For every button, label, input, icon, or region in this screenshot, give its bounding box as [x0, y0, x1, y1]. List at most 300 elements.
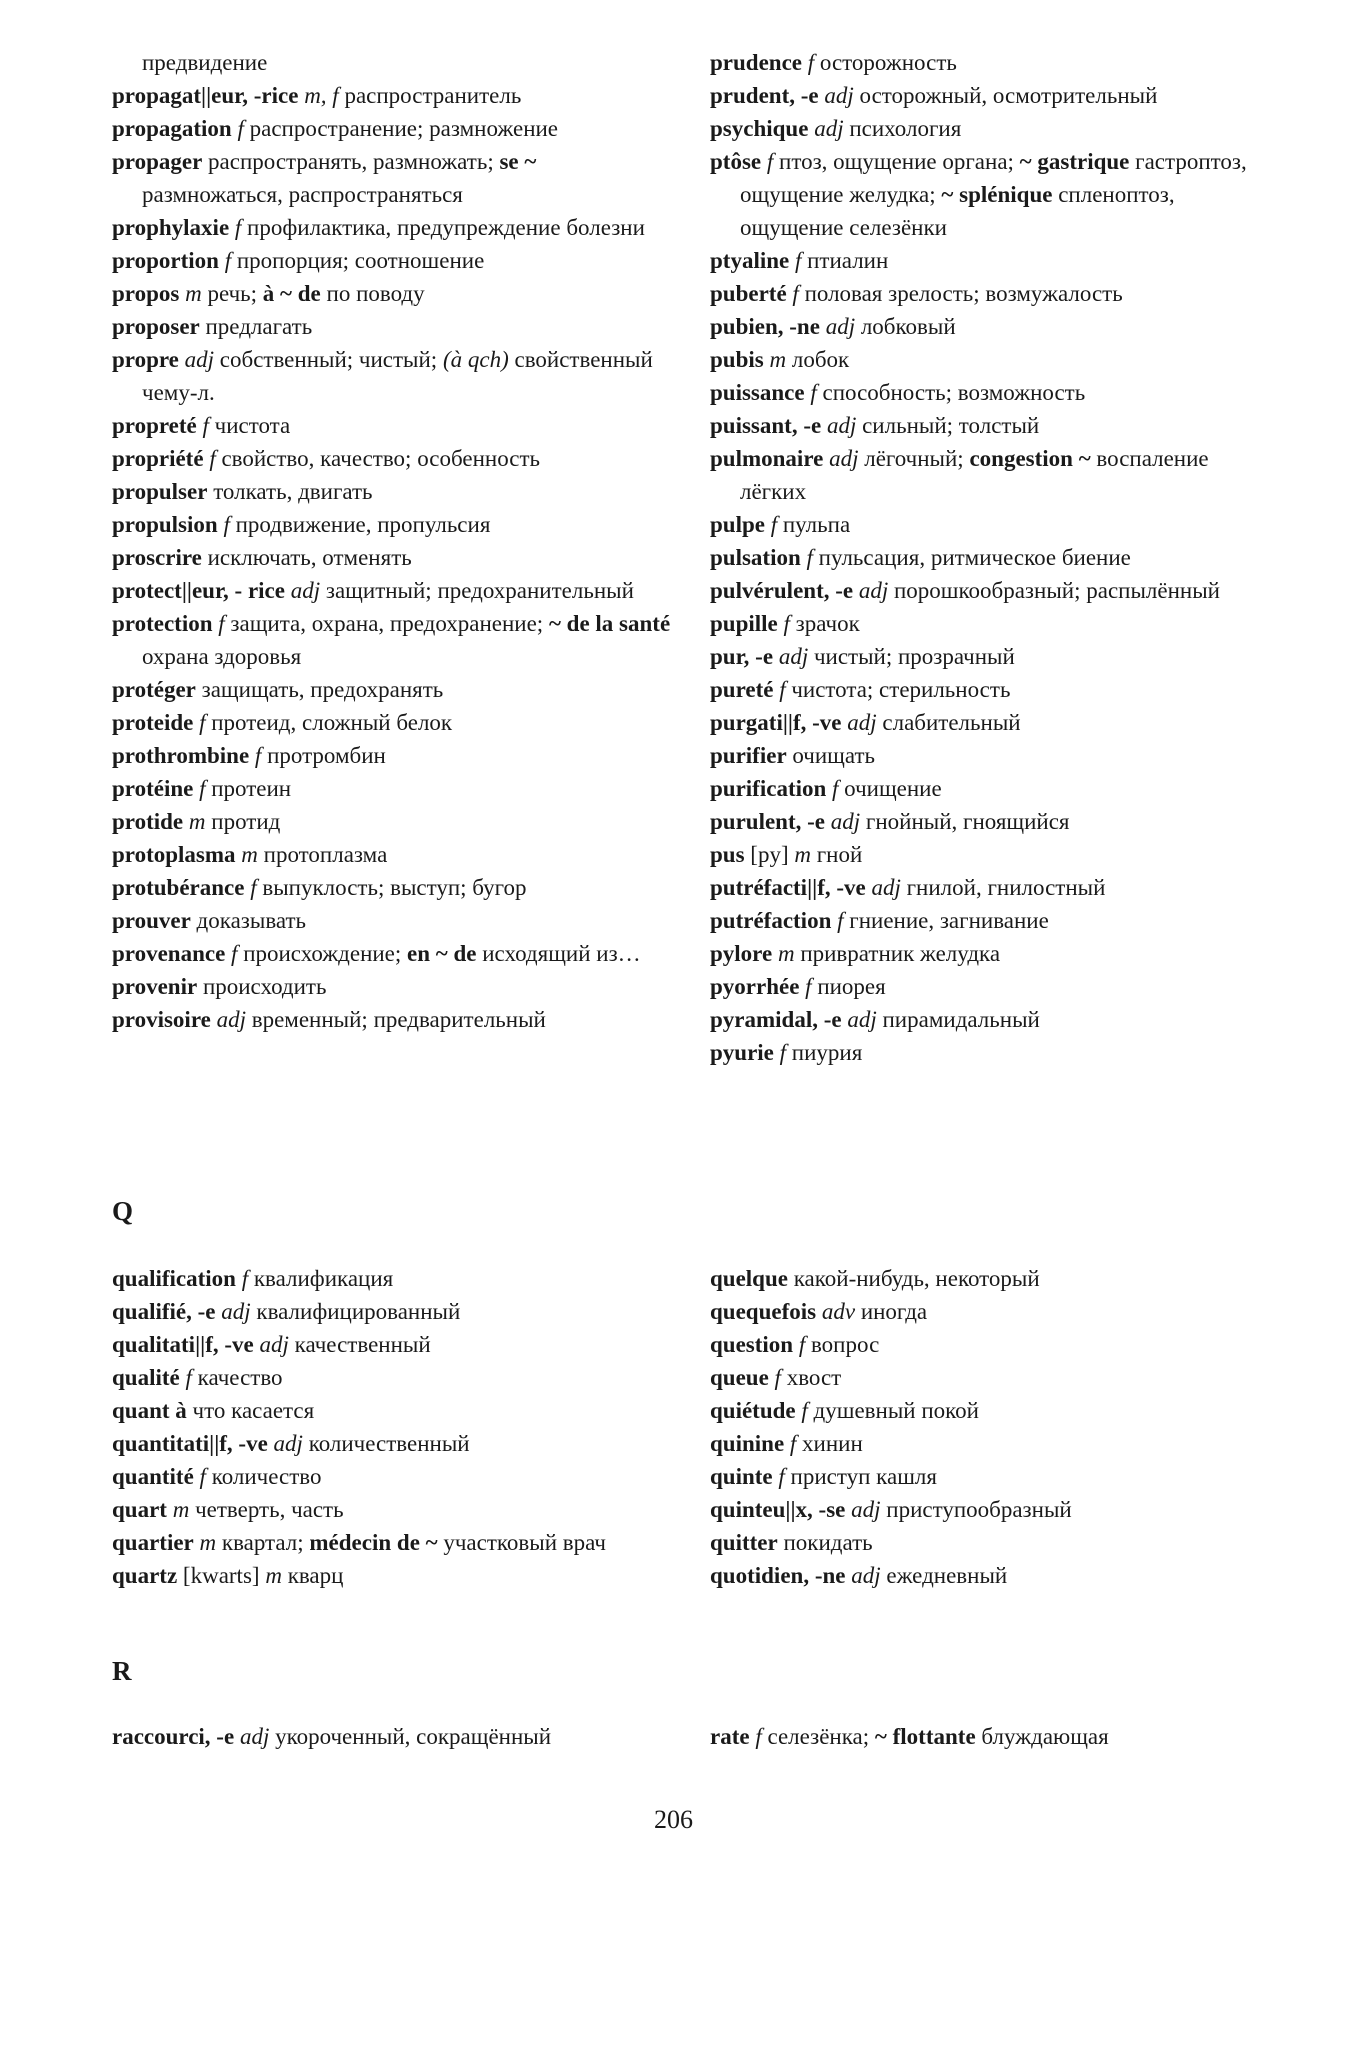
translation: зрачок — [789, 611, 860, 636]
headword: protide — [112, 809, 184, 834]
dictionary-entry — [710, 1720, 1270, 1753]
dictionary-entry — [112, 1427, 672, 1460]
grammar-label: f — [234, 215, 242, 240]
translation: какой-нибудь, некоторый — [787, 1266, 1040, 1291]
dictionary-entry — [710, 673, 1270, 706]
headword: quinine — [710, 1431, 785, 1456]
grammar-label: f — [755, 1724, 762, 1749]
headword: pyramidal, -e — [710, 1007, 842, 1032]
headword: qualifié, -e — [112, 1299, 216, 1324]
translation: спленоптоз, ощущение селезёнки — [740, 182, 1175, 240]
translation: пиурия — [786, 1040, 863, 1065]
grammar-label: f — [807, 50, 815, 75]
dictionary-entry — [112, 1559, 672, 1592]
translation: птоз, ощущение органа; — [773, 149, 1020, 174]
translation: протромбин — [261, 743, 386, 768]
translation: приступообразный — [880, 1497, 1072, 1522]
translation: чистота; стерильность — [785, 677, 1011, 702]
grammar-label: f — [789, 1431, 797, 1456]
translation: распространять, размножать; — [202, 149, 500, 174]
headword: raccourci, -e — [112, 1724, 235, 1749]
translation: протеин — [205, 776, 292, 801]
dictionary-entry — [112, 1361, 672, 1394]
translation: вопрос — [805, 1332, 880, 1357]
headword: ptôse — [710, 149, 762, 174]
headword: à ~ de — [262, 281, 321, 306]
headword: pyorrhée — [710, 974, 800, 999]
translation: по поводу — [320, 281, 425, 306]
dictionary-entry — [112, 739, 672, 772]
headword: provenance — [112, 941, 226, 966]
dictionary-entry — [112, 1460, 672, 1493]
translation: чистый; прозрачный — [808, 644, 1015, 669]
dictionary-entry — [710, 277, 1270, 310]
grammar-label: adj — [847, 1007, 877, 1032]
translation: приступ кашля — [784, 1464, 937, 1489]
dictionary-entry — [112, 1262, 672, 1295]
headword: putréfacti||f, -ve — [710, 875, 866, 900]
headword: quartier — [112, 1530, 194, 1555]
grammar-label: m, f — [304, 83, 339, 108]
dictionary-entry — [112, 838, 672, 871]
column-r-left — [112, 1720, 672, 1753]
headword: protéger — [112, 677, 196, 702]
column-top-left — [112, 46, 672, 1036]
headword: protect||eur, - rice — [112, 578, 285, 603]
headword: question — [710, 1332, 794, 1357]
headword: ~ de la santé — [548, 611, 671, 636]
dictionary-entry — [112, 1493, 672, 1526]
translation: исключать, отменять — [201, 545, 412, 570]
headword: protubérance — [112, 875, 245, 900]
translation: лобковый — [855, 314, 956, 339]
headword: provenir — [112, 974, 198, 999]
grammar-label: adj — [273, 1431, 303, 1456]
headword: propagation — [112, 116, 232, 141]
headword: protection — [112, 611, 213, 636]
translation: осторожность — [814, 50, 957, 75]
translation: протеид, сложный белок — [205, 710, 453, 735]
translation: квалификация — [248, 1266, 394, 1291]
headword: pur, -e — [710, 644, 774, 669]
translation: ежедневный — [880, 1563, 1008, 1588]
dictionary-entry — [710, 1036, 1270, 1069]
grammar-label: adj — [216, 1007, 246, 1032]
headword: purgati||f, -ve — [710, 710, 842, 735]
headword: quart — [112, 1497, 167, 1522]
headword: purifier — [710, 743, 787, 768]
translation: сильный; толстый — [856, 413, 1040, 438]
headword: psychique — [710, 116, 809, 141]
headword: proteide — [112, 710, 194, 735]
translation: участковый врач — [437, 1530, 606, 1555]
headword: pyurie — [710, 1040, 774, 1065]
translation: иногда — [855, 1299, 928, 1324]
grammar-label: f — [766, 149, 774, 174]
headword: propreté — [112, 413, 197, 438]
dictionary-entry — [112, 112, 672, 145]
grammar-label: f — [837, 908, 844, 933]
translation: гастроптоз, ощущение желудка; — [740, 149, 1247, 207]
grammar-label: f — [250, 875, 257, 900]
dictionary-entry — [710, 1003, 1270, 1036]
grammar-label: f — [792, 281, 799, 306]
headword: pulmonaire — [710, 446, 824, 471]
section-letter-r: R — [112, 1656, 132, 1686]
translation: предвидение — [142, 50, 268, 75]
grammar-label: f — [218, 611, 225, 636]
grammar-label: adj — [847, 710, 877, 735]
grammar-label: adj — [829, 446, 859, 471]
dictionary-entry — [112, 1720, 672, 1753]
dictionary-entry — [112, 442, 672, 475]
translation: распространитель — [338, 83, 522, 108]
headword: pylore — [710, 941, 773, 966]
dictionary-entry — [710, 1295, 1270, 1328]
dictionary-entry — [112, 937, 672, 970]
grammar-label: adj — [826, 413, 857, 438]
page-number: 206 — [654, 1805, 693, 1834]
headword: pubien, -ne — [710, 314, 820, 339]
headword: putréfaction — [710, 908, 832, 933]
headword: quantitati||f, -ve — [112, 1431, 268, 1456]
grammar-label: adj — [814, 116, 844, 141]
dictionary-entry — [112, 475, 672, 508]
grammar-label: m — [769, 347, 787, 372]
translation: протид — [205, 809, 281, 834]
dictionary-entry — [112, 1003, 672, 1036]
dictionary-entry — [112, 607, 672, 673]
headword: ~ gastrique — [1019, 149, 1130, 174]
translation: осторожный, осмотрительный — [853, 83, 1158, 108]
headword: pupille — [710, 611, 778, 636]
grammar-label: f — [231, 941, 238, 966]
dictionary-entry — [710, 1427, 1270, 1460]
dictionary-entry — [112, 1394, 672, 1427]
dictionary-entry — [112, 211, 672, 244]
grammar-label: adj — [184, 347, 215, 372]
grammar-label: f — [779, 677, 786, 702]
translation: [kwarts] — [177, 1563, 266, 1588]
translation: [py] — [744, 842, 795, 867]
headword: prophylaxie — [112, 215, 230, 240]
headword: ptyaline — [710, 248, 790, 273]
grammar-label: f — [199, 1464, 206, 1489]
grammar-label: adj — [858, 578, 889, 603]
dictionary-entry — [112, 1526, 672, 1559]
headword: qualification — [112, 1266, 236, 1291]
grammar-label: f — [778, 1464, 785, 1489]
headword: pus — [710, 842, 745, 867]
translation: половая зрелость; возмужалость — [798, 281, 1123, 306]
grammar-label: f — [202, 413, 209, 438]
grammar-label: f — [209, 446, 216, 471]
dictionary-entry — [710, 574, 1270, 607]
headword: purulent, -e — [710, 809, 825, 834]
translation: очищение — [838, 776, 942, 801]
headword: quiétude — [710, 1398, 796, 1423]
dictionary-entry — [710, 409, 1270, 442]
dictionary-entry — [112, 1328, 672, 1361]
headword: provisoire — [112, 1007, 211, 1032]
translation: протоплазма — [257, 842, 388, 867]
dictionary-entry — [710, 508, 1270, 541]
dictionary-entry — [112, 904, 672, 937]
grammar-label: m — [777, 941, 795, 966]
translation: кварц — [281, 1563, 344, 1588]
column-q-right — [710, 1262, 1270, 1592]
headword: ~ splénique — [941, 182, 1053, 207]
grammar-label: adj — [871, 875, 901, 900]
translation: чистота — [208, 413, 291, 438]
headword: propager — [112, 149, 203, 174]
headword: quantité — [112, 1464, 194, 1489]
grammar-label: f — [783, 611, 790, 636]
translation: гной — [811, 842, 863, 867]
translation: свойство, качество; особенность — [215, 446, 541, 471]
translation: качество — [191, 1365, 283, 1390]
translation: продвижение, пропульсия — [229, 512, 491, 537]
dictionary-entry — [112, 277, 672, 310]
grammar-label: f — [801, 1398, 808, 1423]
headword: propagat||eur, -rice — [112, 83, 299, 108]
headword: quant à — [112, 1398, 187, 1423]
translation: очищать — [786, 743, 876, 768]
translation: профилактика, предупреждение болезни — [241, 215, 645, 240]
grammar-label: f — [774, 1365, 781, 1390]
translation: квалифицированный — [250, 1299, 461, 1324]
dictionary-entry — [710, 376, 1270, 409]
translation: пирамидальный — [876, 1007, 1040, 1032]
grammar-label: adj — [259, 1332, 289, 1357]
translation: свойственный чему-л. — [142, 347, 653, 405]
dictionary-entry — [112, 541, 672, 574]
dictionary-entry — [710, 1361, 1270, 1394]
dictionary-entry — [710, 1394, 1270, 1427]
translation: охрана здоровья — [142, 644, 302, 669]
dictionary-entry — [112, 79, 672, 112]
dictionary-entry — [710, 310, 1270, 343]
grammar-label: f — [224, 248, 232, 273]
headword: pulvérulent, -e — [710, 578, 854, 603]
dictionary-entry — [112, 46, 672, 79]
translation: гниение, загнивание — [843, 908, 1049, 933]
translation: привратник желудка — [794, 941, 1001, 966]
translation: защищать, предохранять — [195, 677, 444, 702]
grammar-label: adj — [825, 314, 856, 339]
translation: хвост — [780, 1365, 842, 1390]
dictionary-entry — [112, 706, 672, 739]
dictionary-entry — [112, 574, 672, 607]
grammar-label: m — [241, 842, 258, 867]
dictionary-entry — [710, 145, 1270, 244]
headword: quinte — [710, 1464, 773, 1489]
translation: временный; предварительный — [245, 1007, 546, 1032]
dictionary-entry — [710, 739, 1270, 772]
headword: prothrombine — [112, 743, 250, 768]
headword: proportion — [112, 248, 219, 273]
headword: quartz — [112, 1563, 178, 1588]
grammar-label: f — [832, 776, 839, 801]
translation: доказывать — [190, 908, 307, 933]
dictionary-entry — [710, 1493, 1270, 1526]
dictionary-entry — [710, 937, 1270, 970]
dictionary-entry — [112, 244, 672, 277]
dictionary-entry — [710, 1559, 1270, 1592]
dictionary-entry — [710, 442, 1270, 508]
dictionary-entry — [710, 706, 1270, 739]
dictionary-entry — [710, 838, 1270, 871]
grammar-label: adj — [830, 809, 861, 834]
translation: психология — [843, 116, 962, 141]
translation: происхождение; — [237, 941, 408, 966]
translation: квартал; — [216, 1530, 310, 1555]
grammar-label: f — [199, 710, 206, 735]
translation: речь; — [201, 281, 263, 306]
dictionary-entry — [112, 871, 672, 904]
headword: proscrire — [112, 545, 202, 570]
headword: quinteu||x, -se — [710, 1497, 846, 1522]
grammar-label: adj — [290, 578, 321, 603]
headword: protoplasma — [112, 842, 236, 867]
headword: médecin de ~ — [309, 1530, 438, 1555]
translation: размножаться, распространяться — [142, 182, 463, 207]
translation: защита, охрана, предохранение; — [224, 611, 549, 636]
translation: происходить — [197, 974, 327, 999]
translation: хинин — [796, 1431, 863, 1456]
headword: congestion ~ — [969, 446, 1091, 471]
headword: propulsion — [112, 512, 218, 537]
dictionary-entry — [710, 343, 1270, 376]
headword: puberté — [710, 281, 787, 306]
grammar-label: adj — [239, 1724, 270, 1749]
headword: prudent, -e — [710, 83, 819, 108]
grammar-label: adv — [821, 1299, 856, 1324]
grammar-label: adj — [851, 1497, 881, 1522]
grammar-label: f — [241, 1266, 249, 1291]
grammar-label: m — [265, 1563, 282, 1588]
translation: воспаление лёгких — [740, 446, 1209, 504]
translation: гнилой, гнилостный — [900, 875, 1106, 900]
translation: количественный — [302, 1431, 470, 1456]
translation: защитный; предохранительный — [320, 578, 634, 603]
translation: лёгочный; — [858, 446, 970, 471]
dictionary-entry — [710, 607, 1270, 640]
dictionary-entry — [710, 46, 1270, 79]
headword: qualitati||f, -ve — [112, 1332, 254, 1357]
translation: количество — [205, 1464, 322, 1489]
headword: propos — [112, 281, 180, 306]
translation: способность; возможность — [816, 380, 1086, 405]
grammar-label: f — [199, 776, 206, 801]
translation: исходящий из… — [476, 941, 641, 966]
dictionary-entry — [710, 79, 1270, 112]
translation: душевный покой — [807, 1398, 979, 1423]
headword: proposer — [112, 314, 200, 339]
grammar-label: adj — [824, 83, 854, 108]
dictionary-entry — [710, 541, 1270, 574]
translation: выпуклость; выступ; бугор — [256, 875, 527, 900]
headword: rate — [710, 1724, 750, 1749]
headword: propriété — [112, 446, 204, 471]
grammar-label: adj — [778, 644, 809, 669]
grammar-label: m — [199, 1530, 217, 1555]
grammar-label: m — [188, 809, 206, 834]
dictionary-entry — [710, 640, 1270, 673]
dictionary-entry — [710, 805, 1270, 838]
dictionary-entry — [710, 244, 1270, 277]
section-letter-q: Q — [112, 1196, 134, 1226]
headword: prudence — [710, 50, 802, 75]
dictionary-entry — [112, 673, 672, 706]
dictionary-entry — [710, 1526, 1270, 1559]
translation: пульпа — [777, 512, 851, 537]
dictionary-entry — [112, 805, 672, 838]
grammar-label: f — [806, 545, 813, 570]
column-q-left — [112, 1262, 672, 1592]
translation: слабительный — [876, 710, 1021, 735]
headword: pubis — [710, 347, 764, 372]
dictionary-entry — [710, 772, 1270, 805]
dictionary-entry — [112, 409, 672, 442]
grammar-label: f — [254, 743, 262, 768]
grammar-label: m — [185, 281, 202, 306]
headword: puissant, -e — [710, 413, 822, 438]
translation: пульсация, ритмическое биение — [812, 545, 1131, 570]
translation: птиалин — [801, 248, 889, 273]
grammar-label: f — [798, 1332, 806, 1357]
headword: puissance — [710, 380, 805, 405]
translation: пропорция; соотношение — [231, 248, 485, 273]
headword: queue — [710, 1365, 769, 1390]
grammar-label: f — [223, 512, 230, 537]
headword: se ~ — [499, 149, 537, 174]
grammar-label: adj — [221, 1299, 251, 1324]
translation: гнойный, гноящийся — [860, 809, 1070, 834]
translation: пиорея — [811, 974, 886, 999]
headword: pulsation — [710, 545, 801, 570]
column-top-right — [710, 46, 1270, 1069]
dictionary-entry — [112, 310, 672, 343]
translation: качественный — [288, 1332, 431, 1357]
dictionary-entry — [710, 1328, 1270, 1361]
dictionary-entry — [112, 1295, 672, 1328]
translation: укороченный, сокращённый — [269, 1724, 552, 1749]
grammar-label: f — [779, 1040, 787, 1065]
grammar-label: (à qch) — [442, 347, 509, 372]
grammar-label: f — [237, 116, 244, 141]
translation: покидать — [777, 1530, 873, 1555]
column-r-right — [710, 1720, 1270, 1753]
headword: pureté — [710, 677, 774, 702]
dictionary-entry — [112, 508, 672, 541]
headword: qualité — [112, 1365, 180, 1390]
headword: protéine — [112, 776, 194, 801]
grammar-label: m — [172, 1497, 190, 1522]
dictionary-entry — [710, 112, 1270, 145]
grammar-label: f — [810, 380, 817, 405]
grammar-label: f — [805, 974, 812, 999]
headword: quitter — [710, 1530, 778, 1555]
dictionary-entry — [112, 970, 672, 1003]
translation: селезёнка; — [761, 1724, 875, 1749]
grammar-label: f — [794, 248, 802, 273]
translation: лобок — [786, 347, 850, 372]
translation: распространение; размножение — [243, 116, 559, 141]
headword: pulpe — [710, 512, 765, 537]
headword: quotidien, -ne — [710, 1563, 846, 1588]
dictionary-entry — [112, 772, 672, 805]
